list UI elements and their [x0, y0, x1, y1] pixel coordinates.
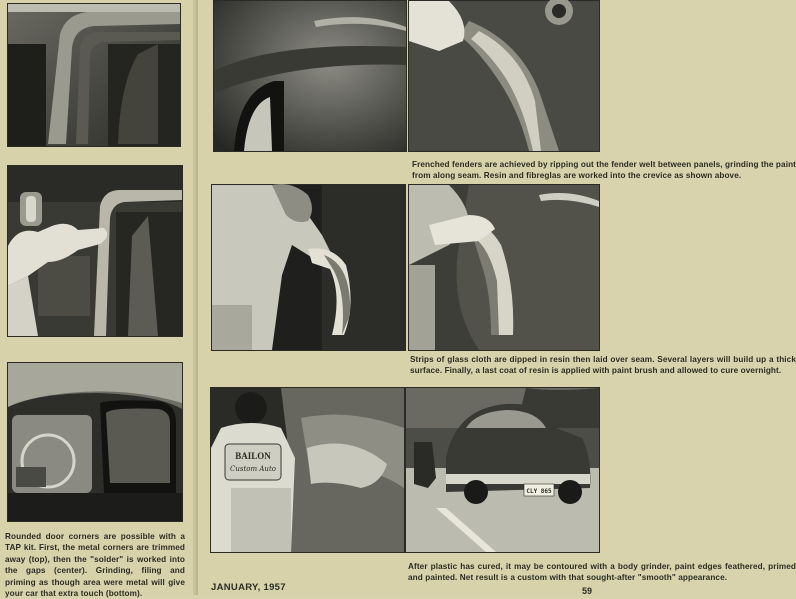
photo-fender-seam	[213, 0, 407, 152]
photo-door-corner-trimmed	[7, 3, 181, 147]
photo-finished-door	[7, 362, 183, 522]
photo-dipping-glass-cloth	[211, 184, 406, 351]
caption-glass-cloth: Strips of glass cloth are dipped in resin then laid over seam. Several layers will build up a thick surface. Finally, a last coat of resin is applied with paint brush and allowed to cure overnight.	[410, 355, 796, 376]
page-number: 59	[582, 586, 593, 596]
photo-finished-custom-car	[405, 387, 600, 553]
jacket-lettering-custom-auto: Custom Auto	[230, 465, 276, 473]
caption-door-corners: Rounded door corners are possible with a TAP kit. First, the metal corners are trimmed away (top), then the "solder" is worked into the gaps (center). Grinding, filing and priming as though area were metal will give your car that extra touch (bottom).	[5, 532, 185, 599]
photo-solder-worked-in	[7, 165, 183, 337]
photo-resin-crevice	[408, 0, 600, 152]
photo-body-grinding	[210, 387, 405, 553]
right-page	[198, 0, 796, 595]
jacket-lettering-bailon: BAILON	[235, 451, 271, 461]
caption-frenched-fenders: Frenched fenders are achieved by ripping out the fender welt between panels, grinding the paint from along seam. Resin and fibreglas are worked into the crevice as shown above.	[412, 160, 796, 181]
footer-issue-date: JANUARY, 1957	[211, 582, 286, 593]
left-page	[0, 0, 196, 599]
caption-plastic-cured: After plastic has cured, it may be contoured with a body grinder, paint edges feathered, primed and painted. Net result is a custom with that sought-after "smooth" appearance.	[408, 562, 796, 583]
license-plate-text: CLY 865	[526, 488, 552, 495]
photo-brushing-resin	[408, 184, 600, 351]
